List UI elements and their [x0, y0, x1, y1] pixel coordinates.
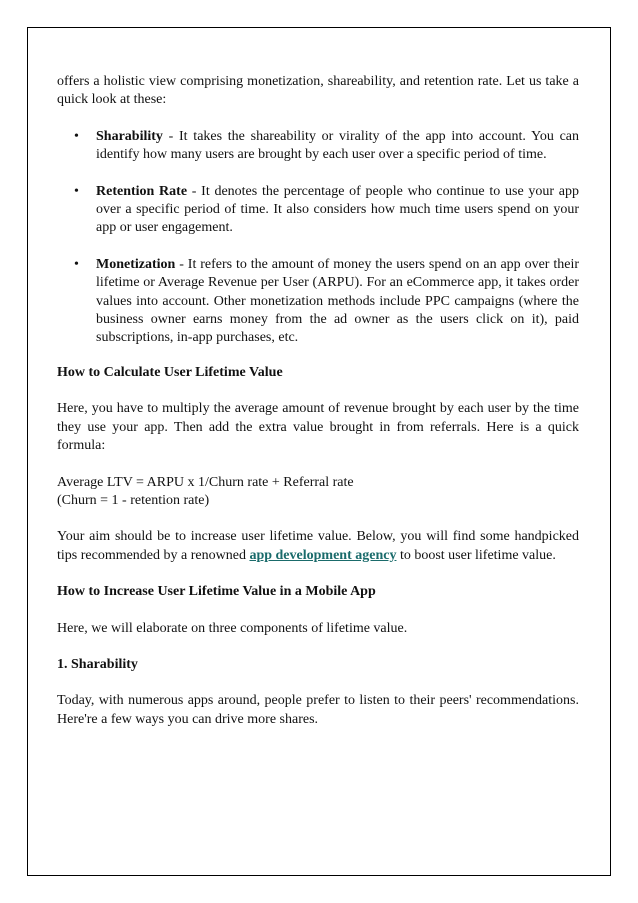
term-sharability: Sharability	[96, 128, 163, 144]
term-monetization: Monetization	[96, 256, 176, 272]
list-item-monetization	[57, 256, 579, 348]
increase-paragraph: Here, we will elaborate on three components of lifetime value.	[57, 620, 408, 636]
sharability-paragraph: Today, with numerous apps around, people prefer to listen to their peers' recommendations. Here're a few ways you can drive more shares.	[57, 693, 579, 727]
document-body	[57, 73, 579, 747]
bullet-icon: •	[74, 128, 79, 144]
formula-churn: (Churn = 1 - retention rate)	[57, 492, 210, 508]
term-retention-rate: Retention Rate	[96, 183, 188, 199]
description-retention-rate: - It denotes the percentage of people who continue to use your app over a specific period of time. It also considers how much time users spend on your app or user engagement.	[96, 183, 579, 236]
aim-text-after: to boost user lifetime value.	[396, 547, 556, 563]
heading-sharability: 1. Sharability	[57, 656, 138, 672]
aim-text-before: Your aim should be to increase user lifetime value. Below, you will find some handpicked tips recommended by a renowned	[57, 529, 579, 563]
metrics-list	[57, 128, 579, 348]
app-development-agency-link[interactable]: app development agency	[249, 547, 397, 563]
description-monetization: - It refers to the amount of money the users spend on an app over their lifetime or Average Revenue per User (ARPU). For an eCommerce app, it takes order values into account. Other monetization methods include PPC campaigns (where the business owner earns money from the ad owner as the users click on it), paid subscriptions, in-app purchases, etc.	[96, 256, 579, 346]
bullet-icon: •	[74, 183, 79, 199]
description-sharability: - It takes the shareability or virality of the app into account. You can identify how many users are brought by each user over a specific period of time.	[96, 128, 579, 163]
heading-calculate-ltv: How to Calculate User Lifetime Value	[57, 364, 283, 380]
aim-paragraph	[57, 528, 579, 565]
formula-ltv: Average LTV = ARPU x 1/Churn rate + Referral rate	[57, 474, 354, 490]
list-item-sharability	[57, 128, 579, 165]
list-item-retention-rate	[57, 183, 579, 238]
bullet-icon: •	[74, 256, 79, 272]
intro-paragraph: offers a holistic view comprising monetization, shareability, and retention rate. Let us take a quick look at these:	[57, 74, 579, 108]
calculate-paragraph: Here, you have to multiply the average amount of revenue brought by each user by the time they use your app. Then add the extra value brought in from referrals. Here is a quick formula:	[57, 401, 579, 454]
heading-increase-ltv: How to Increase User Lifetime Value in a Mobile App	[57, 584, 376, 600]
